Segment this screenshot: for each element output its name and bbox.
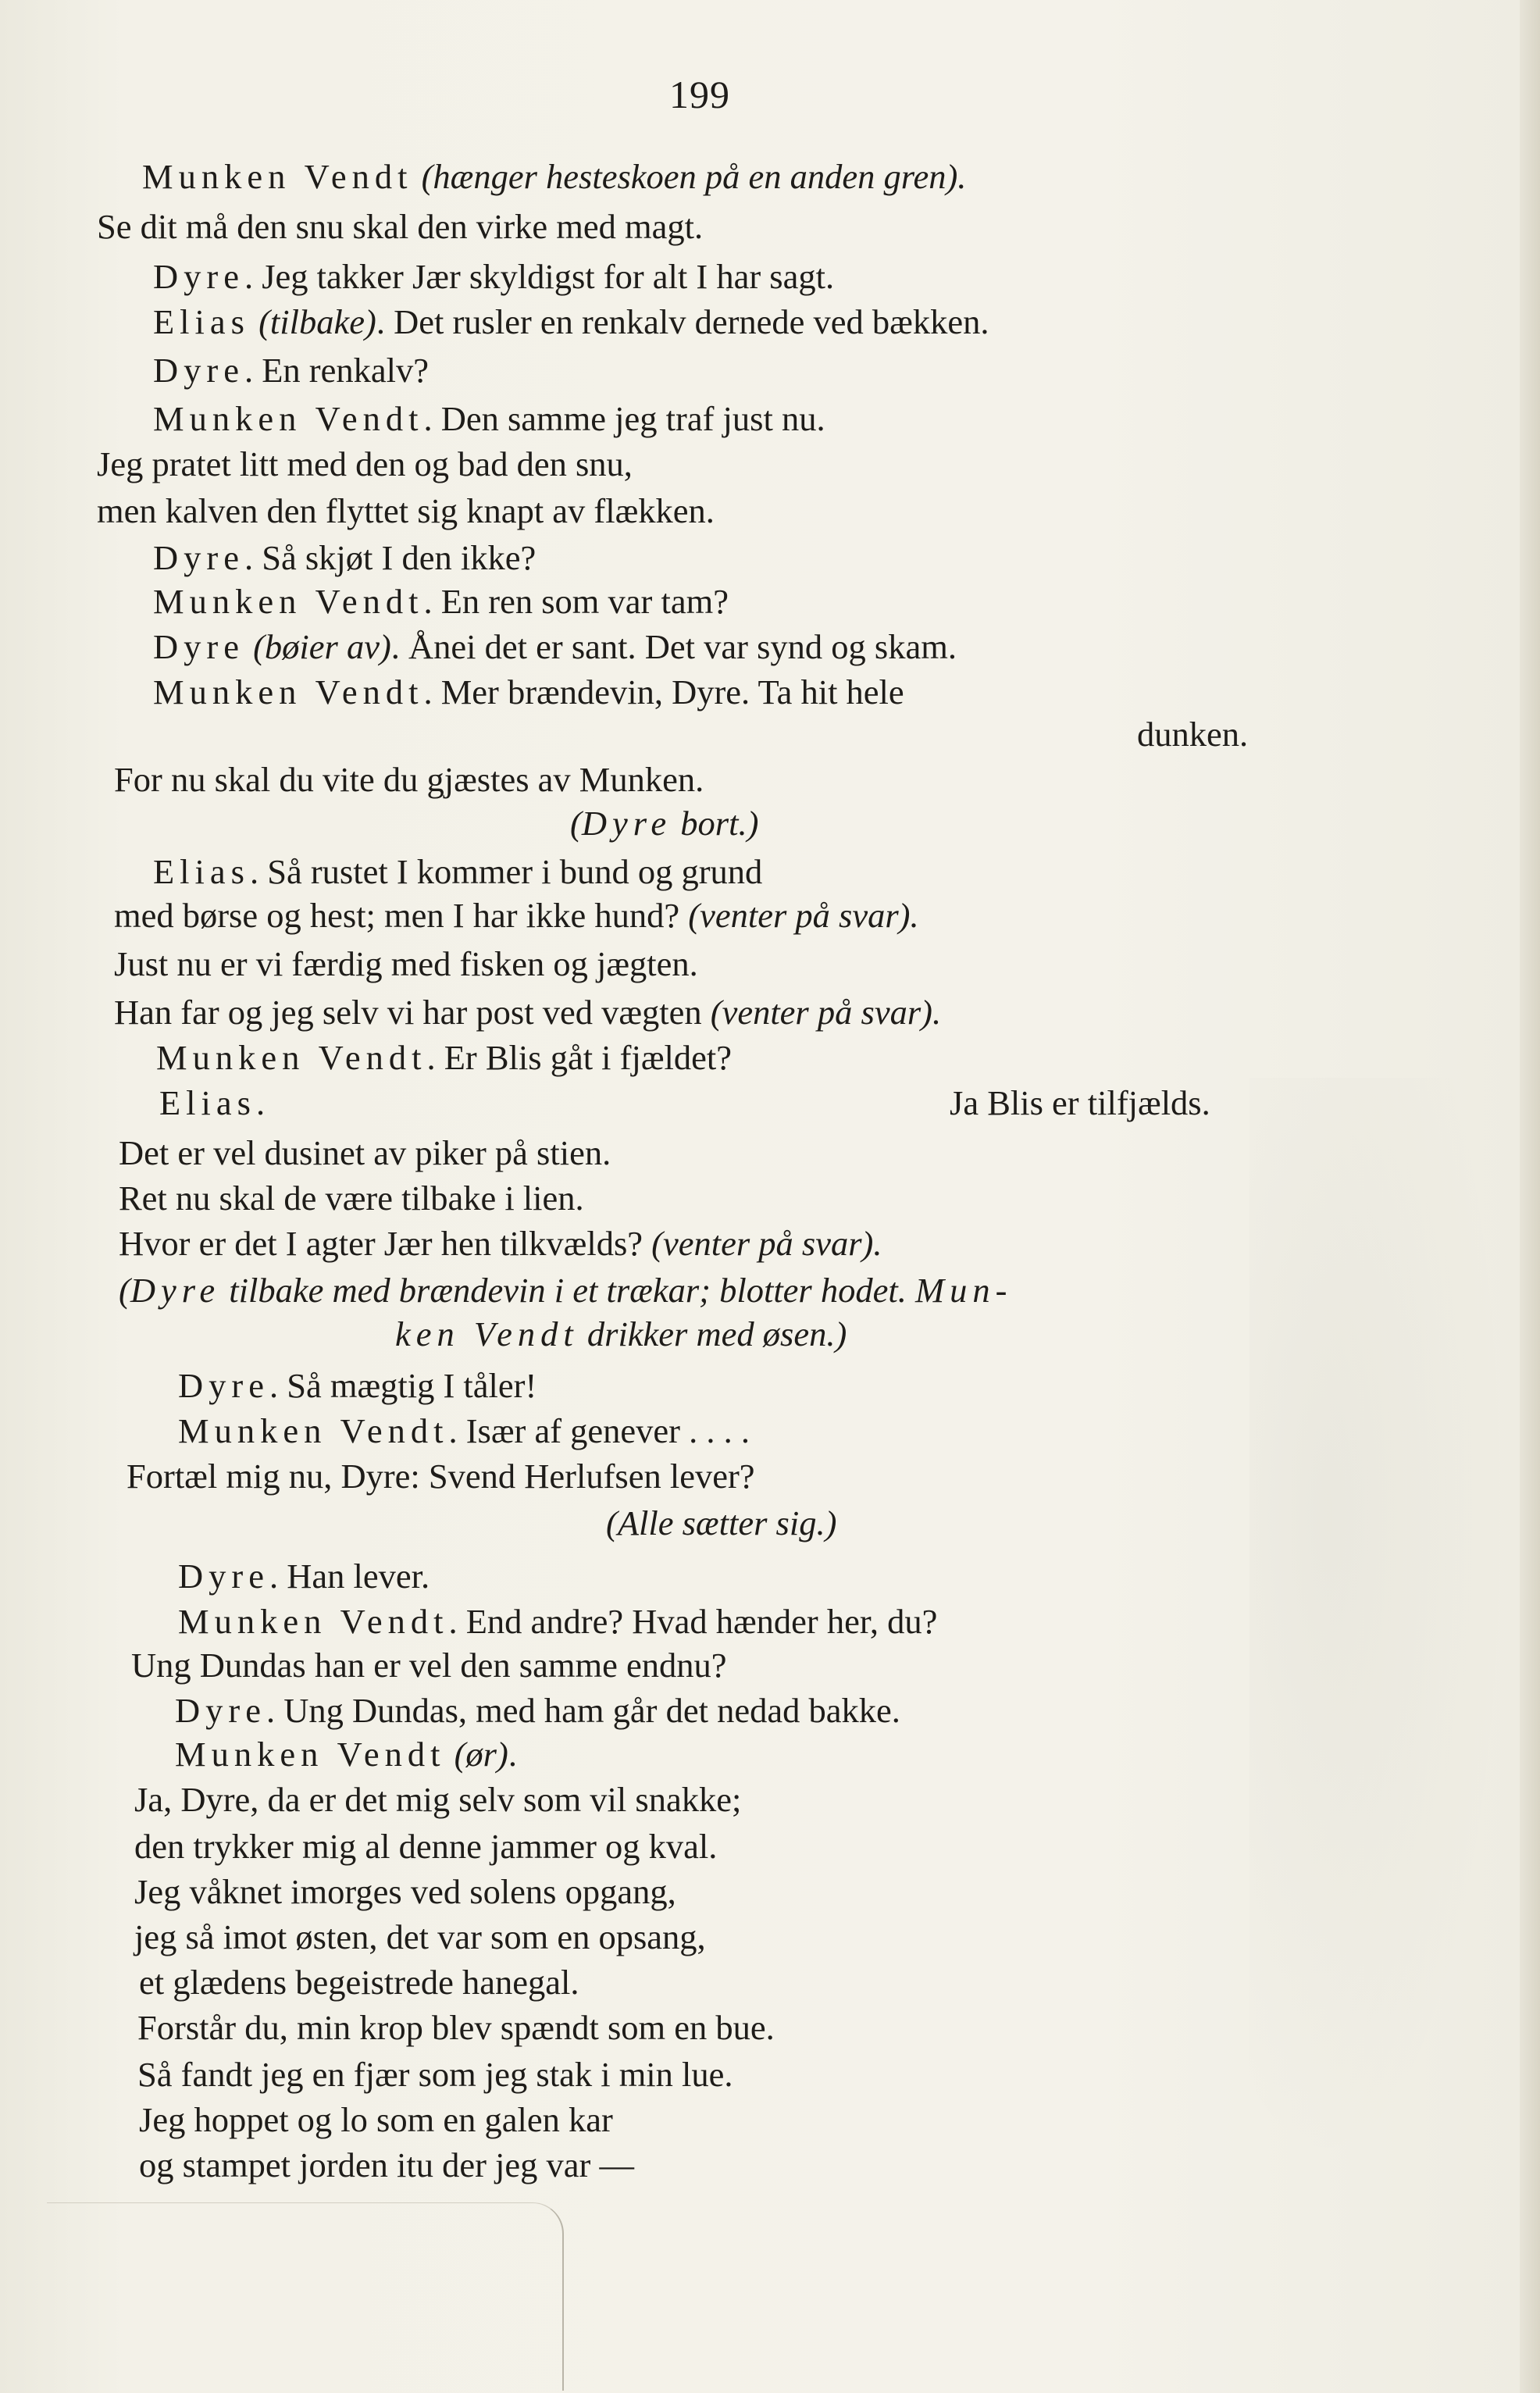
stage-direction: (venter på svar). (710, 993, 942, 1032)
verse-line: Munken Vendt. End andre? Hvad hænder her, du? (178, 1602, 938, 1641)
verse-line: Munken Vendt (ør). (175, 1735, 517, 1774)
stage-direction: (hænger hesteskoen på en anden gren). (421, 157, 967, 196)
speaker-name: Dyre (153, 351, 244, 390)
verse-line: Munken Vendt. Især af genever . . . . (178, 1411, 750, 1450)
speaker-name: Dyre (175, 1691, 266, 1730)
stage-direction: (ør) (454, 1735, 508, 1774)
page-number: 199 (669, 73, 730, 116)
verse-line: Han far og jeg selv vi har post ved vægten (venter på svar). (114, 993, 942, 1032)
verse-line: Se dit må den snu skal den virke med magt. (97, 207, 704, 246)
verse-line (142, 155, 966, 198)
verse-line: jeg så imot østen, det var som en opsang, (134, 1917, 706, 1956)
verse-line: Jeg våknet imorges ved solens opgang, (134, 1872, 676, 1911)
verse-line: Dyre. Ung Dundas, med ham går det nedad bakke. (175, 1691, 900, 1730)
verse-line: og stampet jorden itu der jeg var — (139, 2145, 634, 2184)
speaker-name: Munken Vendt (156, 1038, 427, 1077)
speaker-name: Dyre (178, 1557, 269, 1596)
verse-line: Just nu er vi færdig med fisken og jægten. (114, 944, 698, 983)
verse-line: med børse og hest; men I har ikke hund? (venter på svar). (114, 896, 919, 935)
speaker-name: Dyre (130, 1271, 221, 1310)
page-gutter (1520, 0, 1540, 2393)
verse-line: Dyre. Jeg takker Jær skyldigst for alt I har sagt. (153, 257, 835, 296)
stage-direction: (tilbake) (258, 302, 376, 341)
verse-line: dunken. (1137, 715, 1249, 754)
speaker-name: Dyre (178, 1366, 269, 1405)
verse-line: Dyre (bøier av). Ånei det er sant. Det var synd og skam. (153, 627, 957, 666)
verse-line: Så fandt jeg en fjær som jeg stak i min lue. (137, 2055, 733, 2094)
speaker-name: Elias (153, 852, 250, 891)
stage-direction: (bøier av) (253, 627, 391, 666)
verse-line: Fortæl mig nu, Dyre: Svend Herlufsen lever? (127, 1457, 755, 1496)
verse-line: Munken Vendt. Er Blis gåt i fjældet? (156, 1038, 733, 1077)
verse-line: Munken Vendt. Den samme jeg traf just nu. (153, 399, 825, 438)
verse-line: men kalven den flyttet sig knapt av flækken. (97, 491, 715, 530)
verse-line: Jeg pratet litt med den og bad den snu, (97, 444, 633, 483)
speaker-name: Munken Vendt (153, 399, 424, 438)
verse-line: Munken Vendt. Mer brændevin, Dyre. Ta hit hele (153, 672, 904, 711)
speaker-name: Munken Vendt (153, 582, 424, 621)
verse-line: Munken Vendt. En ren som var tam? (153, 582, 729, 621)
verse-line: For nu skal du vite du gjæstes av Munken. (114, 760, 704, 799)
speaker-name: Mun- (915, 1271, 1013, 1310)
speaker-name: ken Vendt (395, 1314, 579, 1353)
stage-direction-line: (Dyre tilbake med brændevin i et trækar; blotter hodet. Mun- (119, 1271, 1013, 1310)
verse-line: Dyre. Så skjøt I den ikke? (153, 538, 537, 577)
verse-line: den trykker mig al denne jammer og kval. (134, 1827, 718, 1866)
verse-line: Forstår du, min krop blev spændt som en bue. (137, 2008, 775, 2047)
verse-line: Elias (tilbake). Det rusler en renkalv dernede ved bækken. (153, 302, 989, 341)
verse-line: Elias. Så rustet I kommer i bund og grund (153, 852, 763, 891)
verse-line: Dyre. Han lever. (178, 1557, 430, 1596)
stage-direction: (venter på svar). (651, 1224, 882, 1263)
verse-line: Jeg hoppet og lo som en galen kar (139, 2100, 613, 2139)
verse-line: Ja, Dyre, da er det mig selv som vil snakke; (134, 1780, 742, 1819)
verse-line: Dyre. En renkalv? (153, 351, 429, 390)
speaker-name: Dyre (153, 538, 244, 577)
show-through (1249, 1078, 1507, 2171)
verse-line: Hvor er det I agter Jær hen tilkvælds? (venter på svar). (119, 1224, 882, 1263)
speaker-name: Munken Vendt (153, 672, 424, 711)
speaker-name: Dyre (581, 804, 672, 843)
verse-line: Ret nu skal de være tilbake i lien. (119, 1179, 584, 1218)
stage-direction-line: (Alle sætter sig.) (606, 1503, 837, 1542)
verse-line: Elias. (159, 1083, 266, 1122)
speaker-name: Dyre (153, 257, 244, 296)
stage-direction: (venter på svar). (688, 896, 919, 935)
speaker-name: Dyre (153, 627, 244, 666)
verse-line: Ja Blis er tilfjælds. (950, 1083, 1210, 1122)
speaker-name: Elias (159, 1083, 256, 1122)
verse-line: Det er vel dusinet av piker på stien. (119, 1133, 611, 1172)
speaker-name: Elias (153, 302, 250, 341)
stage-direction-line: ken Vendt drikker med øsen.) (395, 1314, 847, 1353)
page-corner-edge (47, 2202, 564, 2391)
verse-line: Dyre. Så mægtig I tåler! (178, 1366, 537, 1405)
verse-line: Ung Dundas han er vel den samme endnu? (131, 1646, 727, 1685)
speaker-name: Munken Vendt (178, 1602, 449, 1641)
speaker-name: Munken Vendt (178, 1411, 449, 1450)
verse-line: et glædens begeistrede hanegal. (139, 1963, 579, 2002)
speaker-name: Munken Vendt (175, 1735, 446, 1774)
stage-direction-line: (Dyre bort.) (570, 804, 759, 843)
speaker-name: Munken Vendt (142, 157, 413, 196)
